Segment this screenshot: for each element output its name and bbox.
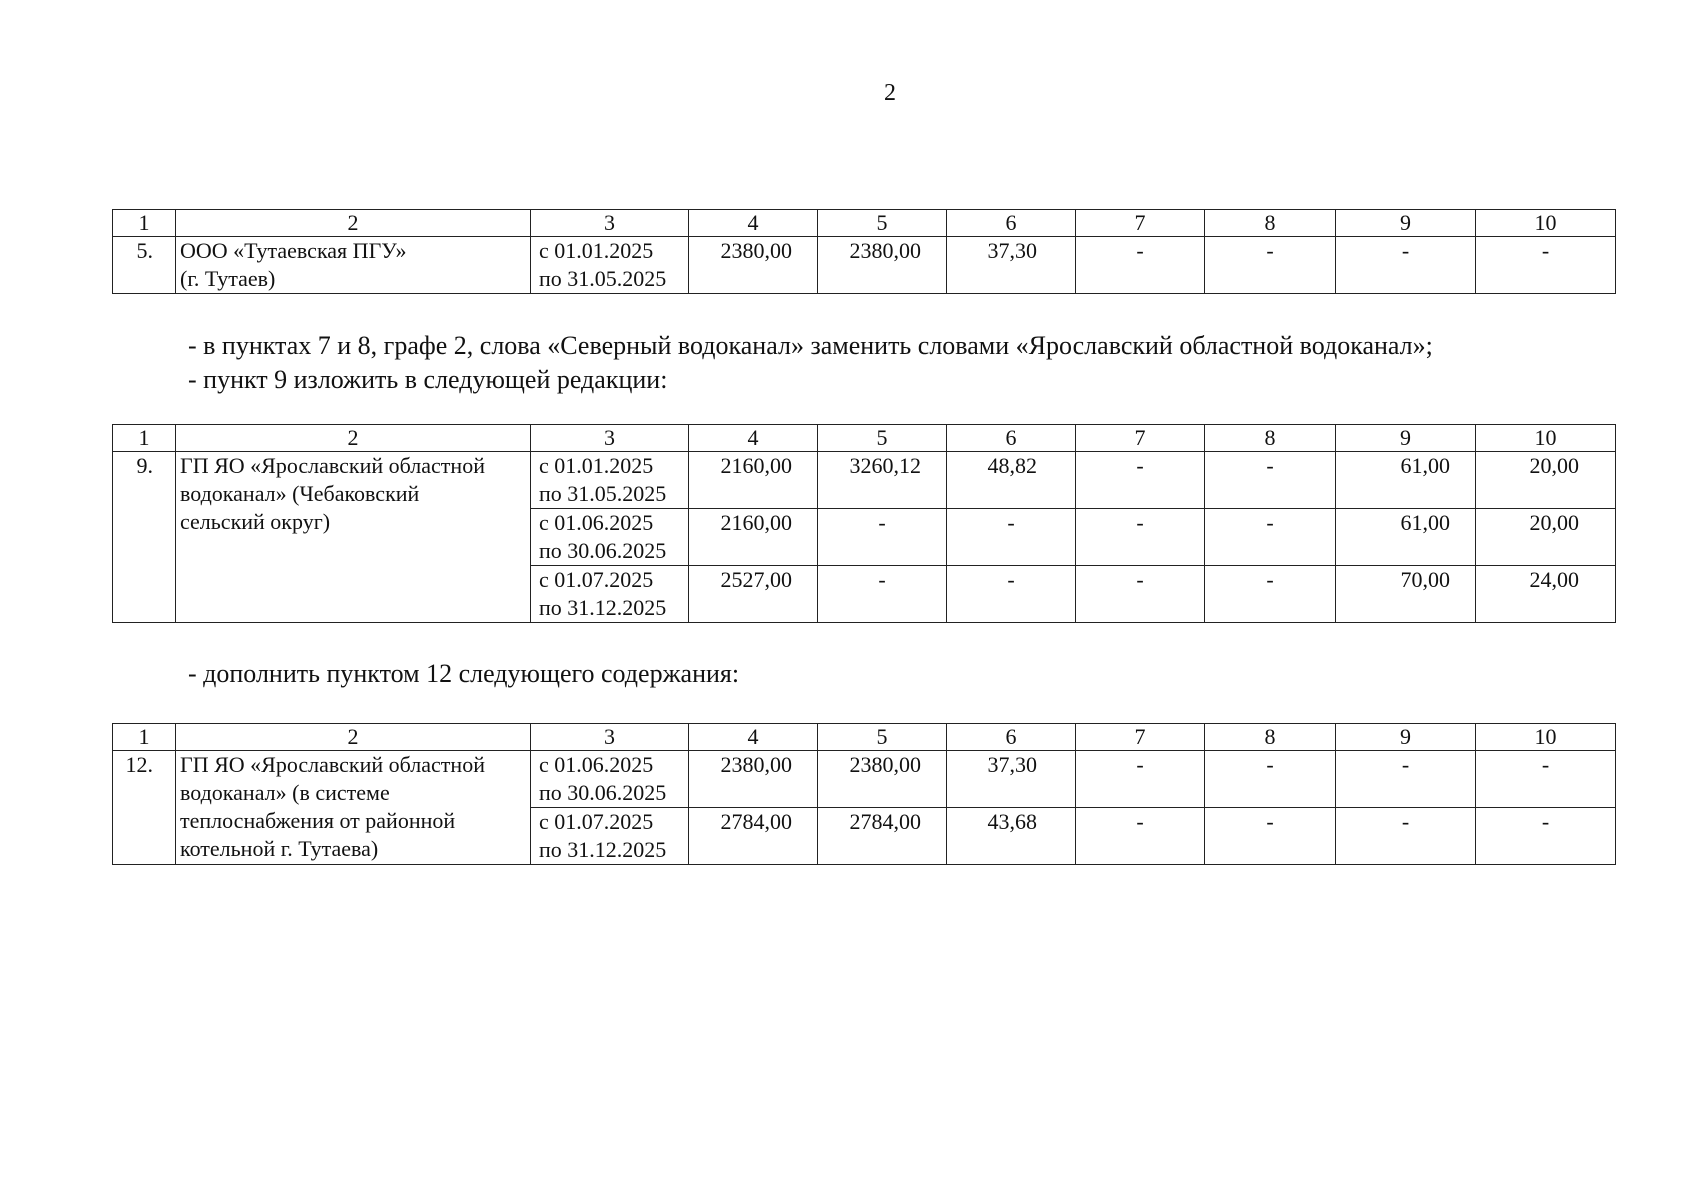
value-col-7: - [1076,566,1205,623]
value-col-6: 48,82 [947,452,1076,509]
value-col-4: 2527,00 [689,566,818,623]
value-col-10: 20,00 [1476,509,1616,566]
value-col-6: - [947,509,1076,566]
period-from: с 01.06.2025 [539,752,654,777]
table-row [113,237,1616,294]
table-item-12 [112,723,1616,865]
value-col-9: - [1336,751,1476,808]
header-cell: 9 [1336,724,1476,751]
value-col-10: 24,00 [1476,566,1616,623]
header-cell: 4 [689,425,818,452]
header-cell: 10 [1476,210,1616,237]
value-col-8: - [1205,566,1336,623]
organization-name [176,751,531,865]
period-cell [531,808,689,865]
value-col-8: - [1205,751,1336,808]
header-cell: 9 [1336,425,1476,452]
value-col-9: 70,00 [1336,566,1476,623]
header-cell: 3 [531,210,689,237]
header-cell: 8 [1205,210,1336,237]
period-from: с 01.07.2025 [539,567,654,592]
period-from: с 01.01.2025 [539,453,654,478]
organization-line: теплоснабжения от районной [180,808,456,833]
period-from: с 01.07.2025 [539,809,654,834]
instruction-line: - в пунктах 7 и 8, графе 2, слова «Северный водоканал» заменить словами «Ярославский областной водоканал»; [188,331,1433,360]
header-cell: 1 [113,724,176,751]
header-cell: 6 [947,425,1076,452]
value-col-7: - [1076,509,1205,566]
header-cell: 2 [176,425,531,452]
value-col-8: - [1205,237,1336,294]
header-cell: 10 [1476,425,1616,452]
table-item-9 [112,424,1616,623]
value-col-6: 37,30 [947,751,1076,808]
header-cell: 1 [113,425,176,452]
instruction-line: - пункт 9 изложить в следующей редакции: [188,365,668,394]
value-col-5: - [818,509,947,566]
value-col-7: - [1076,808,1205,865]
header-cell: 3 [531,425,689,452]
value-col-4: 2160,00 [689,452,818,509]
table-row [113,452,1616,509]
table-header-row [113,724,1616,751]
organization-line: водоканал» (в системе [180,780,390,805]
period-cell [531,452,689,509]
header-cell: 6 [947,210,1076,237]
period-cell [531,509,689,566]
item-number: 9. [113,452,176,623]
table-item-5 [112,209,1616,294]
value-col-6: 37,30 [947,237,1076,294]
value-col-8: - [1205,452,1336,509]
organization-line: ООО «Тутаевская ПГУ» [180,238,407,263]
value-col-9: 61,00 [1336,509,1476,566]
period-to: по 30.06.2025 [539,538,667,563]
value-col-7: - [1076,237,1205,294]
organization-line: ГП ЯО «Ярославский областной [180,453,485,478]
header-cell: 5 [818,724,947,751]
organization-name [176,237,531,294]
period-cell [531,566,689,623]
instruction-paragraph-2 [188,657,739,691]
item-number: 5. [113,237,176,294]
header-cell: 6 [947,724,1076,751]
page-number: 2 [884,80,896,106]
period-cell [531,751,689,808]
value-col-7: - [1076,751,1205,808]
table-header-row [113,210,1616,237]
value-col-5: 2784,00 [818,808,947,865]
period-to: по 30.06.2025 [539,780,667,805]
value-col-9: 61,00 [1336,452,1476,509]
period-cell [531,237,689,294]
header-cell: 7 [1076,724,1205,751]
period-from: с 01.06.2025 [539,510,654,535]
instruction-paragraph-1 [188,329,1433,397]
value-col-4: 2380,00 [689,237,818,294]
value-col-4: 2160,00 [689,509,818,566]
instruction-line: - дополнить пунктом 12 следующего содержания: [188,659,740,688]
value-col-10: - [1476,808,1616,865]
header-cell: 10 [1476,724,1616,751]
value-col-8: - [1205,808,1336,865]
header-cell: 7 [1076,425,1205,452]
value-col-8: - [1205,509,1336,566]
value-col-10: - [1476,751,1616,808]
header-cell: 3 [531,724,689,751]
organization-line: (г. Тутаев) [180,266,276,291]
period-to: по 31.05.2025 [539,266,667,291]
organization-line: сельский округ) [180,509,331,534]
value-col-5: 2380,00 [818,237,947,294]
period-to: по 31.05.2025 [539,481,667,506]
value-col-5: 2380,00 [818,751,947,808]
organization-line: ГП ЯО «Ярославский областной [180,752,485,777]
header-cell: 5 [818,210,947,237]
header-cell: 7 [1076,210,1205,237]
header-cell: 2 [176,210,531,237]
period-to: по 31.12.2025 [539,837,667,862]
item-number: 12. [113,751,176,865]
value-col-9: - [1336,808,1476,865]
period-from: с 01.01.2025 [539,238,654,263]
value-col-5: 3260,12 [818,452,947,509]
value-col-5: - [818,566,947,623]
header-cell: 9 [1336,210,1476,237]
header-cell: 2 [176,724,531,751]
organization-line: котельной г. Тутаева) [180,836,379,861]
organization-line: водоканал» (Чебаковский [180,481,420,506]
value-col-7: - [1076,452,1205,509]
organization-name [176,452,531,623]
table-row [113,751,1616,808]
header-cell: 1 [113,210,176,237]
value-col-4: 2784,00 [689,808,818,865]
value-col-10: 20,00 [1476,452,1616,509]
value-col-9: - [1336,237,1476,294]
value-col-4: 2380,00 [689,751,818,808]
header-cell: 4 [689,724,818,751]
table-header-row [113,425,1616,452]
value-col-6: 43,68 [947,808,1076,865]
value-col-10: - [1476,237,1616,294]
header-cell: 5 [818,425,947,452]
header-cell: 4 [689,210,818,237]
value-col-6: - [947,566,1076,623]
header-cell: 8 [1205,425,1336,452]
header-cell: 8 [1205,724,1336,751]
period-to: по 31.12.2025 [539,595,667,620]
